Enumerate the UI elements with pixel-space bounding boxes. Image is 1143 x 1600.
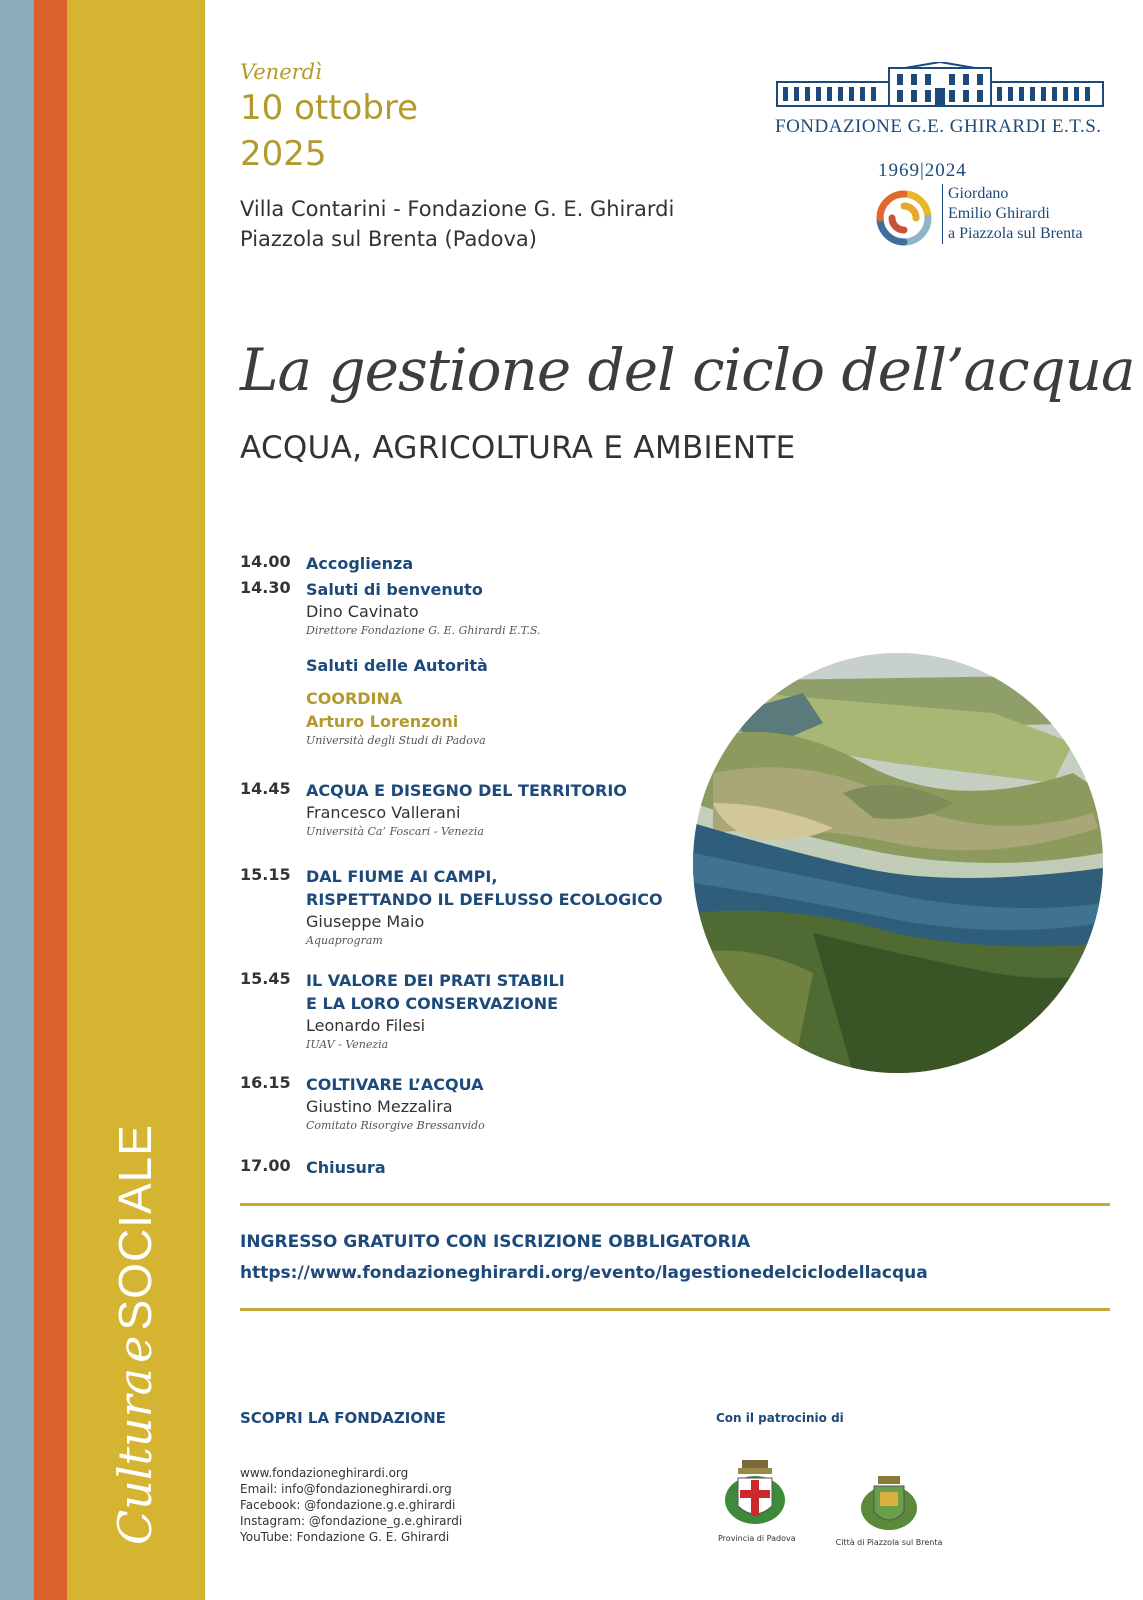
venue-line-1: Villa Contarini - Fondazione G. E. Ghirardi [240,197,675,221]
program-time: 16.15 [240,1073,291,1092]
citta-piazzola-crest [830,1474,948,1547]
program-time: 14.45 [240,779,291,798]
anniversary-line-3: a Piazzola sul Brenta [948,225,1083,242]
coordinator-affiliation: Università degli Studi di Padova [306,734,486,747]
program-talk-line-2: RISPETTANDO IL DEFLUSSO ECOLOGICO [306,890,663,909]
program-talk: COLTIVARE L’ACQUA [306,1075,484,1094]
anniversary-years: 1969|2024 [878,160,967,181]
foundation-logo [775,62,1120,138]
registration-link[interactable]: https://www.fondazioneghirardi.org/evento/lagestionedelciclodellacqua [240,1263,928,1283]
series-label-cultura: Cultura [108,1367,162,1545]
registration-title: INGRESSO GRATUITO CON ISCRIZIONE OBBLIGATORIA [240,1232,751,1252]
coordinator-label: COORDINA [306,689,403,708]
crest-icon [718,1458,792,1528]
program-time: 17.00 [240,1156,291,1175]
program-talk: ACQUA E DISEGNO DEL TERRITORIO [306,781,627,800]
left-stripe-blue [0,0,34,1600]
program-speaker: Francesco Vallerani [306,803,461,822]
patronage-heading: Con il patrocinio di [716,1411,844,1425]
series-label-sociale: SOCIALE [109,1124,161,1331]
contact-website[interactable]: www.fondazioneghirardi.org [240,1466,409,1480]
program-time: 15.45 [240,969,291,988]
contact-list [240,1465,462,1545]
divider-top [240,1203,1110,1206]
left-stripe-orange [34,0,67,1600]
program-affiliation: Comitato Risorgive Bressanvido [306,1119,485,1132]
program-speaker: Giustino Mezzalira [306,1097,453,1116]
program-affiliation: Università Ca’ Foscari - Venezia [306,825,484,838]
anniversary-text [942,184,1083,244]
event-year: 2025 [240,134,327,174]
program-talk: Saluti delle Autorità [306,656,488,675]
event-venue [240,194,674,254]
event-subtitle: ACQUA, AGRICOLTURA E AMBIENTE [240,430,796,466]
program-talk: Accoglienza [306,554,414,573]
provincia-padova-crest [718,1458,796,1543]
series-label-e: e [108,1335,162,1363]
program-time: 14.00 [240,552,291,571]
foundation-name: FONDAZIONE G.E. GHIRARDI E.T.S. [775,116,1102,137]
anniversary-line-2: Emilio Ghirardi [948,205,1050,222]
event-day: 10 ottobre [240,88,419,128]
crest-label-piazzola: Città di Piazzola sul Brenta [835,1538,943,1547]
contact-email[interactable]: Email: info@fondazioneghirardi.org [240,1482,452,1496]
program-affiliation: IUAV - Venezia [306,1038,389,1051]
crest-icon [830,1474,948,1532]
contact-youtube[interactable]: YouTube: Fondazione G. E. Ghirardi [240,1530,450,1544]
program-talk-line-1: DAL FIUME AI CAMPI, [306,867,498,886]
program-speaker: Dino Cavinato [306,602,419,621]
program-speaker: Leonardo Filesi [306,1016,426,1035]
crest-label-provincia: Provincia di Padova [718,1534,796,1543]
program-speaker: Giuseppe Maio [306,912,425,931]
program-talk-line-1: IL VALORE DEI PRATI STABILI [306,971,565,990]
event-weekday: Venerdì [240,60,322,84]
program-time: 14.30 [240,578,291,597]
discover-heading: SCOPRI LA FONDAZIONE [240,1409,446,1427]
anniversary-logo [872,160,1122,250]
contact-instagram[interactable]: Instagram: @fondazione_g.e.ghirardi [240,1514,463,1528]
venue-line-2: Piazzola sul Brenta (Padova) [240,227,537,251]
program-talk: Saluti di benvenuto [306,580,483,599]
program-talk-line-2: E LA LORO CONSERVAZIONE [306,994,559,1013]
divider-bottom [240,1308,1110,1311]
program-time: 15.15 [240,865,291,884]
villa-icon [775,62,1105,110]
program-affiliation: Direttore Fondazione G. E. Ghirardi E.T.S. [306,624,541,637]
swirl-icon [872,186,936,250]
program-talk: Chiusura [306,1158,386,1177]
contact-facebook[interactable]: Facebook: @fondazione.g.e.ghirardi [240,1498,456,1512]
anniversary-line-1: Giordano [948,185,1009,202]
river-landscape-photo [693,653,1103,1073]
event-title: La gestione del ciclo dell’acqua [240,336,1135,404]
coordinator-name: Arturo Lorenzoni [306,712,459,731]
series-label [108,1124,162,1545]
program-affiliation: Aquaprogram [306,934,383,947]
